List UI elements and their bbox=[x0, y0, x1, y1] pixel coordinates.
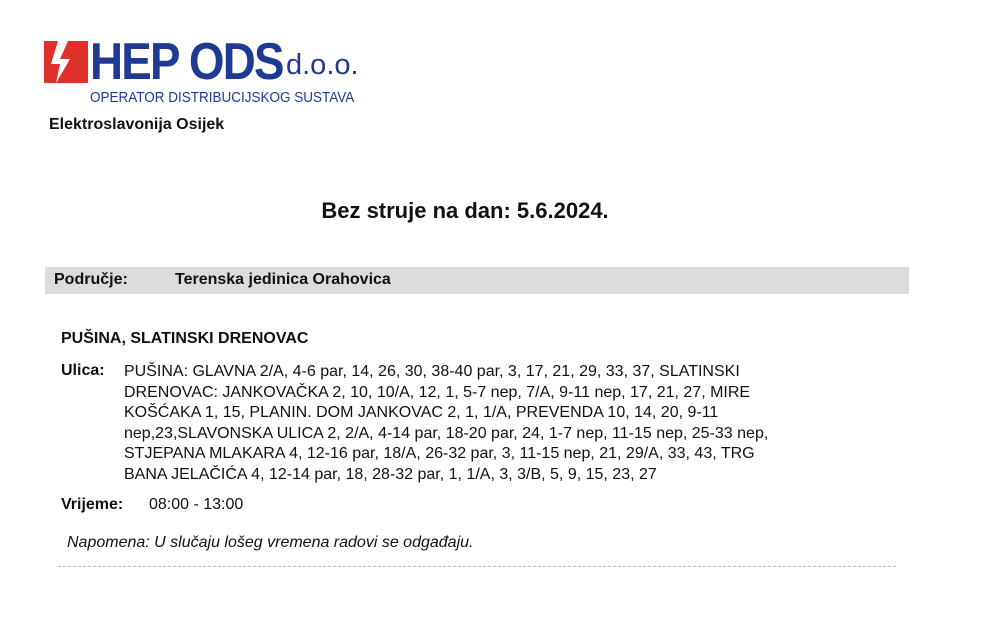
street-line: STJEPANA MLAKARA 4, 12-16 par, 18/A, 26-32 par, 3, 11-15 nep, 21, 29/A, 33, 43, TRG bbox=[124, 445, 755, 462]
logo-name: HEP ODS bbox=[90, 33, 283, 91]
outage-note: Napomena: U slučaju lošeg vremena radovi se odgađaju. bbox=[67, 534, 474, 551]
area-bar bbox=[45, 267, 909, 294]
page-title: Bez struje na dan: 5.6.2024. bbox=[321, 198, 609, 223]
area-value: Terenska jedinica Orahovica bbox=[175, 271, 391, 288]
street-line: BANA JELAČIĆA 4, 12-14 par, 18, 28-32 par, 1, 1/A, 3, 3/B, 5, 9, 15, 23, 27 bbox=[124, 465, 657, 483]
street-line: KOŠĆAKA 1, 15, PLANIN. DOM JANKOVAC 2, 1, 1/A, PREVENDA 10, 14, 20, 9-11 bbox=[124, 404, 719, 421]
logo-subtitle: OPERATOR DISTRIBUCIJSKOG SUSTAVA bbox=[90, 89, 355, 106]
area-label: Područje: bbox=[54, 271, 128, 288]
time-label: Vrijeme: bbox=[61, 496, 124, 513]
logo-suffix: d.o.o. bbox=[286, 49, 359, 81]
street-label: Ulica: bbox=[61, 362, 105, 379]
company-name: Elektroslavonija Osijek bbox=[49, 116, 225, 133]
street-line: nep,23,SLAVONSKA ULICA 2, 2/A, 4-14 par, 18-20 par, 24, 1-7 nep, 11-15 nep, 25-33 nep, bbox=[124, 424, 769, 442]
time-value: 08:00 - 13:00 bbox=[149, 496, 244, 513]
street-line: DRENOVAC: JANKOVAČKA 2, 10, 10/A, 12, 1, 5-7 nep, 7/A, 9-11 nep, 17, 21, 27, MIRE bbox=[124, 383, 751, 401]
hep-ods-logo bbox=[44, 33, 374, 110]
outage-place: PUŠINA, SLATINSKI DRENOVAC bbox=[61, 330, 309, 347]
street-line: PUŠINA: GLAVNA 2/A, 4-6 par, 14, 26, 30, 38-40 par, 3, 17, 21, 29, 33, 37, SLATINSKI bbox=[124, 363, 740, 380]
street-list bbox=[124, 362, 864, 485]
hep-lightning-logo-icon bbox=[44, 41, 88, 83]
dashed-divider bbox=[58, 566, 896, 567]
